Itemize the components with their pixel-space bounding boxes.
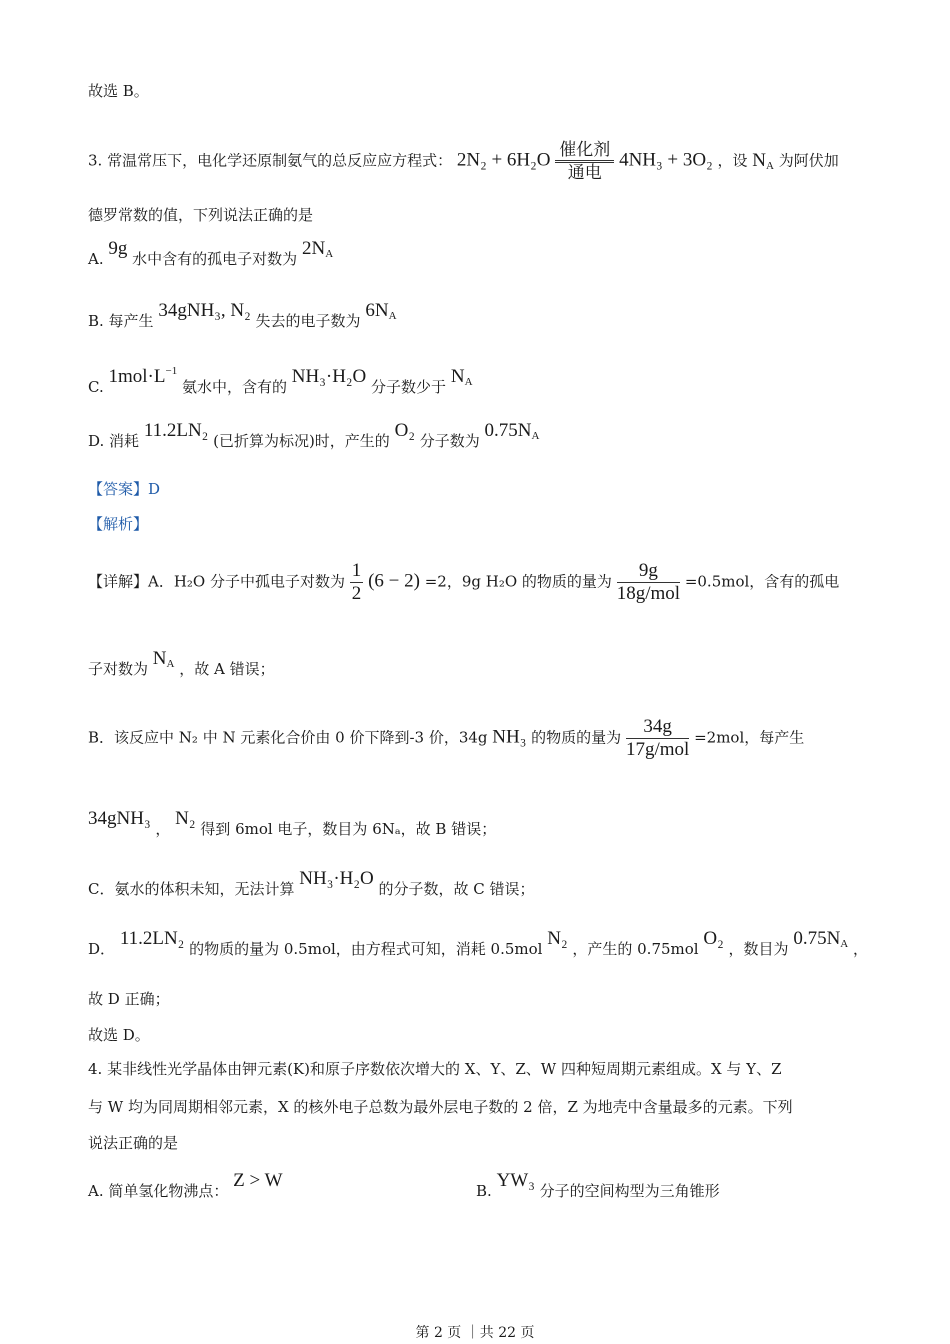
- option-d: D. 消耗 11.2LN₂ (已折算为标况)时，产生的 O₂ 分子数为 $0.75N_A$: [88, 420, 540, 450]
- text-line: 德罗常数的值，下列说法正确的是: [88, 206, 314, 224]
- fraction: $\frac{34g}{\text{17g/mol}}$: [625, 716, 690, 760]
- option-b: B. 每产生 34gNH₃, N₂ 失去的电子数为 $6N_A$: [88, 300, 397, 330]
- page-footer: 第 2 页 ｜共 22 页: [415, 1325, 535, 1341]
- question-4: 4. 某非线性光学晶体由钾元素(K)和原子序数依次增大的 X、Y、Z、W 四种短周期元素组成。X 与 Y、Z: [88, 1060, 782, 1078]
- reaction-condition: 催化剂 通电: [555, 140, 614, 183]
- option-4a: A. 简单氢化物沸点： Z > W: [88, 1170, 283, 1200]
- option-4b: B. YW₃ 分子的空间构型为三角锥形: [476, 1170, 720, 1200]
- text-line: 说法正确的是: [88, 1134, 179, 1152]
- option-c: C. $1mol\cdot L^{-1}$ 氨水中，含有的 NH₃·H₂O 分子数少于 $N_A$: [88, 365, 473, 396]
- text-line: 故选 D。: [88, 1026, 150, 1044]
- fraction: $\frac{1}{2}$: [351, 560, 362, 604]
- fraction: $\frac{9g}{\text{18g/mol}}$: [616, 560, 681, 604]
- detail-b: B．该反应中 N₂ 中 N 元素化合价由 0 价下降到-3 价，34g NH₃ 的物质的量为 $\frac{34g}{\text{17g/mol}}$ =2mol，每产生: [88, 716, 805, 760]
- detail-a: 【详解】A．H₂O 分子中孤电子对数为 $\frac{1}{2}$ (6 − 2) =2，9g H₂O 的物质的量为 $\frac{9g}{\text{18g/mol}}$ =0.5mol，含有的孤电: [88, 560, 840, 604]
- question-3: 3. 常温常压下，电化学还原制氨气的总反应应方程式： 2N₂ + 6H₂O 催化剂 通电 4NH₃ + 3O₂ ，设 $N_A$ 为阿伏加: [88, 140, 839, 183]
- analysis-label: 【解析】: [88, 515, 149, 533]
- text-line: 故 D 正确；: [88, 990, 170, 1008]
- detail-c: C．氨水的体积未知，无法计算 NH₃·H₂O 的分子数，故 C 错误；: [88, 868, 535, 898]
- text-line: 故选 B。: [88, 82, 149, 100]
- detail-d: D． 11.2LN₂ 的物质的量为 0.5mol，由方程式可知，消耗 0.5mol N₂ ，产生的 0.75mol O₂ ，数目为 $0.75N_A$ ，: [88, 928, 869, 958]
- text-line: 与 W 均为同周期相邻元素，X 的核外电子总数为最外层电子数的 2 倍，Z 为地壳中含量最多的元素。下列: [88, 1098, 793, 1116]
- text-line: 34gNH₃ ， N₂ 得到 6mol 电子，数目为 6Nₐ，故 B 错误；: [88, 808, 497, 838]
- option-a: A. 9g 水中含有的孤电子对数为 $2N_A$: [88, 238, 334, 268]
- text-line: 子对数为 $N_A$ ，故 A 错误；: [88, 648, 275, 678]
- answer-label: 【答案】D: [88, 480, 161, 498]
